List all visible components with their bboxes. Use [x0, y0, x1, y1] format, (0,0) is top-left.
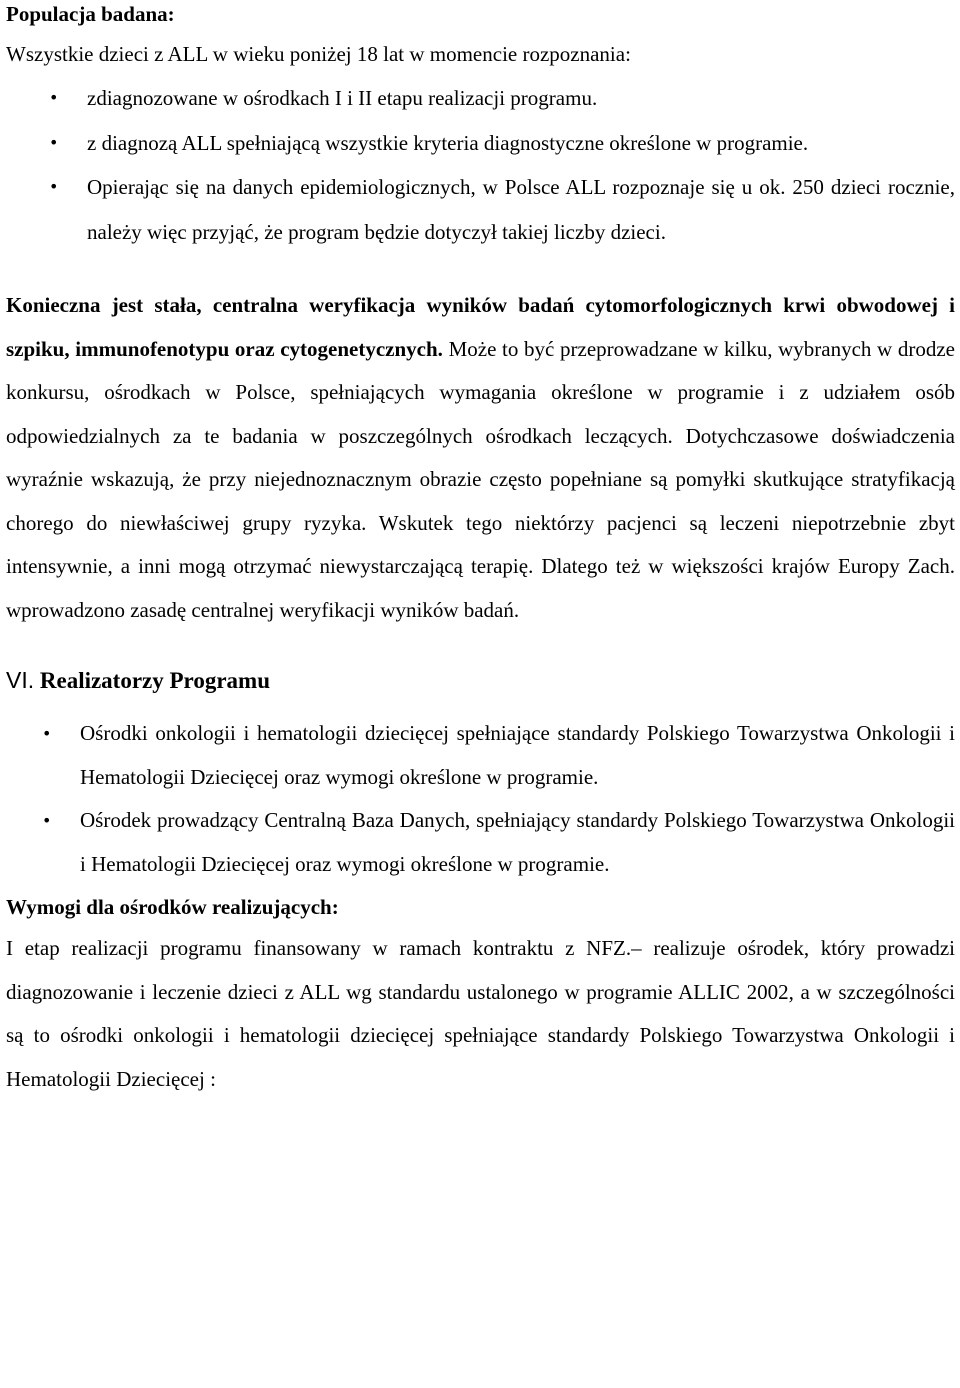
population-heading: Populacja badana:	[6, 2, 175, 26]
list-item-text: zdiagnozowane w ośrodkach I i II etapu realizacji programu.	[87, 86, 598, 110]
list-item-text: Ośrodki onkologii i hematologii dziecięcej spełniające standardy Polskiego Towarzystwa Onkologii i Hematologii Dziecięcej oraz wymogi określone w programie.	[80, 721, 955, 789]
section-title	[6, 665, 955, 696]
requirements-heading: Wymogi dla ośrodków realizujących:	[6, 895, 339, 919]
list-item-text: Opierając się na danych epidemiologicznych, w Polsce ALL rozpoznaje się u ok. 250 dzieci rocznie, należy więc przyjąć, że program będzie dotyczył takiej liczby dzieci.	[87, 175, 955, 244]
bullet-icon: •	[42, 724, 52, 743]
population-bullet-list	[6, 76, 955, 254]
list-item-text: Ośrodek prowadzący Centralną Baza Danych, spełniający standardy Polskiego Towarzystwa Onkologii i Hematologii Dziecięcej oraz wymogi określone w programie.	[80, 808, 955, 876]
verification-bold-text: Konieczna jest stała, centralna weryfikacja wyników badań cytomorfologicznych krwi obwodowej i szpiku, immunofenotypu oraz cytogenetycznych.	[6, 293, 955, 361]
list-item	[6, 165, 955, 254]
verification-body-text: Może to być przeprowadzane w kilku, wybranych w drodze konkursu, ośrodkach w Polsce, spełniających wymagania określone w programie i z udziałem osób odpowiedzialnych za te badania w poszczególnych ośrodkach leczących. Dotychczasowe doświadczenia wyraźnie wskazują, że przy niejednoznacznym obrazie często popełniane są pomyłki skutkujące stratyfikacją chorego do niewłaściwej grupy ryzyka. Wskutek tego niektórzy pacjenci są leczeni niepotrzebnie zbyt intensywnie, a inni mogą otrzymać niewystarczającą terapię. Dlatego też w większości krajów Europy Zach. wprowadzono zasadę centralnej weryfikacji wyników badań.	[6, 336, 956, 622]
list-item	[6, 76, 955, 121]
list-item	[6, 712, 955, 799]
list-item-text: z diagnozą ALL spełniającą wszystkie kryteria diagnostyczne określone w programie.	[87, 130, 809, 155]
section-number: VI.	[6, 667, 35, 693]
population-intro: Wszystkie dzieci z ALL w wieku poniżej 18 lat w momencie rozpoznania:	[6, 42, 631, 66]
verification-paragraph	[6, 284, 955, 632]
bullet-icon: •	[42, 811, 52, 830]
requirements-paragraph: I etap realizacji programu finansowany w ramach kontraktu z NFZ.– realizuje ośrodek, który prowadzi diagnozowanie i leczenie dzieci z ALL wg standardu ustalonego w programie ALLIC 2002, a w szczególności są to ośrodki onkologii i hematologii dziecięcej spełniające standardy Polskiego Towarzystwa Onkologii i Hematologii Dziecięcej :	[6, 936, 955, 1091]
bullet-icon: •	[49, 132, 59, 152]
list-item	[6, 121, 955, 166]
bullet-icon: •	[49, 88, 59, 107]
list-item	[6, 799, 955, 886]
realizers-bullet-list	[6, 712, 955, 886]
bullet-icon: •	[49, 177, 59, 196]
section-title-text: Realizatorzy Programu	[34, 668, 271, 693]
